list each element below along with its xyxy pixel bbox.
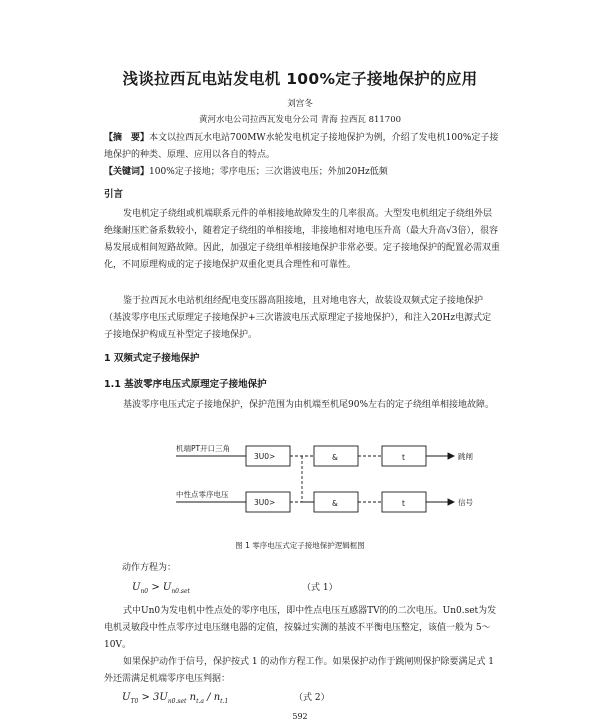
page-number: 592 (292, 712, 308, 721)
eq2-tail-sub: t.a (196, 698, 204, 705)
figure-caption: 图 1 零序电压式定子接地保护逻辑框图 (235, 541, 365, 550)
eq2-lhs-sub: T0 (130, 698, 139, 705)
output-label-trip: 跳闸 (458, 452, 473, 461)
eq2-lhs: U (122, 692, 131, 703)
timer-label-2: t (402, 499, 405, 508)
eq2-op: > 3U (141, 692, 168, 703)
filter-label-1: 3U0> (254, 452, 276, 461)
eq2-rhs-sub: n0.set (167, 698, 187, 705)
after-paragraph-2: 如果保护动作于信号，保护按式 1 的动作方程工作。如果保护动作于跳闸则保护除要满足式 1 外还需满足机端零序电压判据： (104, 657, 495, 684)
and-label-2: & (332, 499, 338, 508)
intro-paragraph-2: 鉴于拉西瓦水电站机组经配电变压器高阻接地，且对地电容大，故装设双频式定子接地保护（基波零序电压式原理定子接地保护+三次谐波电压式原理定子接地保护），和注入20Hz电源式定子接地保护构成互补型定子接地保护。 (104, 296, 492, 340)
timer-label-1: t (402, 453, 405, 462)
and-label-1: & (332, 453, 338, 462)
section-1-1-paragraph: 基波零序电压式定子接地保护，保护范围为由机端至机尾90%左右的定子绕组单相接地故障。 (123, 400, 495, 410)
eq2-tail: n (189, 692, 197, 703)
equation-1-label: （式 1） (302, 583, 338, 593)
equation-2 (122, 692, 228, 705)
keywords-label: 【关键词】 (104, 167, 150, 177)
equation-intro: 动作方程为： (122, 563, 177, 573)
section-1-heading: 1 双频式定子接地保护 (104, 353, 200, 364)
author: 刘宫冬 (287, 99, 313, 109)
abstract-text: 本文以拉西瓦水电站700MW水轮发电机定子接地保护为例，介绍了发电机100%定子接地保护的种类、原理、应用以各自的特点。 (104, 133, 499, 160)
abstract-label: 【摘 要】 (104, 133, 150, 143)
equation-1 (132, 582, 190, 595)
eq1-lhs-sub: n0 (140, 588, 149, 595)
logic-block-diagram (170, 436, 473, 532)
eq1-lhs: U (132, 582, 141, 593)
after-paragraph-1: 式中Un0为发电机中性点处的零序电压，即中性点电压互感器TV的的二次电压。Un0.set为发电机灵敏段中性点零序过电压继电器的定值，按躲过实测的基波不平衡电压整定，该值一般为 5～10V。 (104, 606, 497, 650)
intro-paragraph-1: 发电机定子绕组或机端联系元件的单相接地故障发生的几率很高。大型发电机组定子绕组外层绝缘耐压贮备系数较小，随着定子绕组的单相接地，非接地相对地电压升高（最大升高√3倍），很容易发展成相间短路故障。因此，加强定子绕组单相接地保护非常必要。定子接地保护的配置必需双重化，不同原理构成的定子接地保护双重化更具合理性和可靠性。 (104, 209, 501, 270)
equation-2-label: （式 2） (294, 693, 330, 703)
section-1-1-heading: 1.1 基波零序电压式原理定子接地保护 (104, 379, 267, 390)
input-label-1: 机端PT开口三角 (176, 444, 231, 453)
input-label-2: 中性点零序电压 (176, 490, 229, 499)
eq2-slash: / n (204, 692, 221, 703)
eq1-op: > U (151, 582, 172, 593)
eq2-slash-sub: t.1 (220, 698, 229, 705)
eq1-rhs-sub: n0.set (171, 588, 190, 595)
keywords-text: 100%定子接地；零序电压；三次谐波电压；外加20Hz低频 (149, 167, 388, 177)
output-label-signal: 信号 (458, 498, 473, 507)
intro-heading: 引言 (104, 189, 124, 200)
abstract (104, 130, 500, 164)
keywords (104, 164, 500, 181)
affiliation: 黄河水电公司拉西瓦发电分公司 青海 拉西瓦 811700 (198, 115, 402, 125)
filter-label-2: 3U0> (254, 498, 276, 507)
paper-title: 浅谈拉西瓦电站发电机 100%定子接地保护的应用 (122, 70, 478, 88)
